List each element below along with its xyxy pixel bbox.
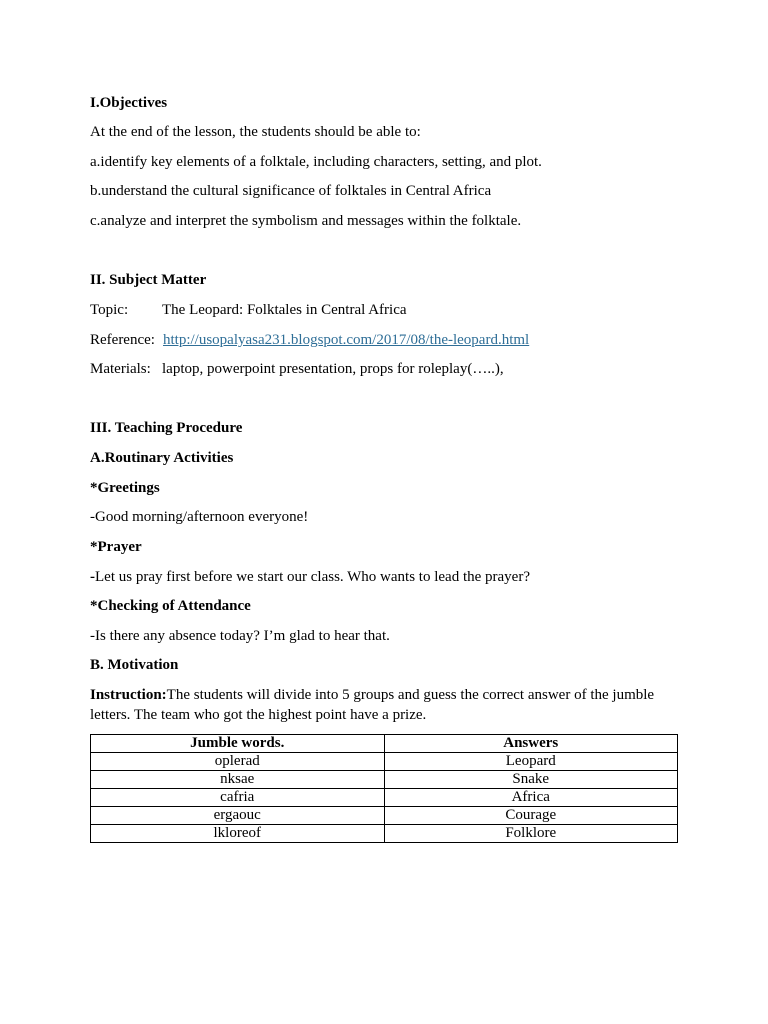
objective-item: b.understand the cultural significance of folktales in Central Africa bbox=[90, 183, 492, 199]
greetings-text: -Good morning/afternoon everyone! bbox=[90, 509, 309, 525]
table-row bbox=[91, 771, 678, 789]
instruction-text: The students will divide into 5 groups and guess the correct answer of the jumble letters. The team who got the highest point have a prize. bbox=[90, 687, 655, 723]
reference-link[interactable]: http://usopalyasa231.blogspot.com/2017/08/the-leopard.html bbox=[163, 332, 530, 348]
jumble-word-cell: oplerad bbox=[91, 753, 385, 771]
reference-row bbox=[90, 331, 529, 349]
answer-cell: Snake bbox=[384, 771, 678, 789]
answer-cell: Leopard bbox=[384, 753, 678, 771]
table-row bbox=[91, 807, 678, 825]
attendance-text: -Is there any absence today? I’m glad to hear that. bbox=[90, 628, 390, 644]
jumble-word-cell: nksae bbox=[91, 771, 385, 789]
jumble-word-cell: lkloreof bbox=[91, 825, 385, 843]
table-row bbox=[91, 753, 678, 771]
column-header-jumble-words: Jumble words. bbox=[91, 735, 385, 753]
column-header-answers: Answers bbox=[384, 735, 678, 753]
answer-cell: Folklore bbox=[384, 825, 678, 843]
objectives-intro: At the end of the lesson, the students should be able to: bbox=[90, 124, 421, 140]
materials-value: laptop, powerpoint presentation, props for roleplay(…..), bbox=[162, 361, 504, 377]
attendance-heading: *Checking of Attendance bbox=[90, 598, 251, 614]
instruction-paragraph bbox=[90, 685, 680, 725]
objective-item: c.analyze and interpret the symbolism and messages within the folktale. bbox=[90, 213, 522, 229]
teaching-procedure-heading: III. Teaching Procedure bbox=[90, 420, 243, 436]
materials-label: Materials: bbox=[90, 361, 151, 377]
topic-row bbox=[90, 301, 407, 319]
motivation-heading: B. Motivation bbox=[90, 657, 179, 673]
answer-cell: Courage bbox=[384, 807, 678, 825]
instruction-label: Instruction: bbox=[90, 687, 167, 703]
materials-row bbox=[90, 360, 504, 378]
answer-cell: Africa bbox=[384, 789, 678, 807]
objectives-heading: I.Objectives bbox=[90, 95, 168, 111]
greetings-heading: *Greetings bbox=[90, 480, 160, 496]
reference-label: Reference: bbox=[90, 332, 155, 348]
table-row bbox=[91, 825, 678, 843]
subject-matter-heading: II. Subject Matter bbox=[90, 272, 207, 288]
prayer-dash: - bbox=[90, 569, 95, 585]
routinary-activities-heading: A.Routinary Activities bbox=[90, 450, 234, 466]
jumble-words-table bbox=[90, 734, 678, 843]
jumble-word-cell: ergaouc bbox=[91, 807, 385, 825]
table-header-row bbox=[91, 735, 678, 753]
topic-label: Topic: bbox=[90, 302, 129, 318]
table-row bbox=[91, 789, 678, 807]
topic-value: The Leopard: Folktales in Central Africa bbox=[162, 302, 407, 318]
prayer-text: Let us pray first before we start our class. Who wants to lead the prayer? bbox=[95, 569, 530, 585]
objective-item: a.identify key elements of a folktale, including characters, setting, and plot. bbox=[90, 154, 542, 170]
prayer-line bbox=[90, 568, 530, 586]
jumble-word-cell: cafria bbox=[91, 789, 385, 807]
prayer-heading: *Prayer bbox=[90, 539, 142, 555]
